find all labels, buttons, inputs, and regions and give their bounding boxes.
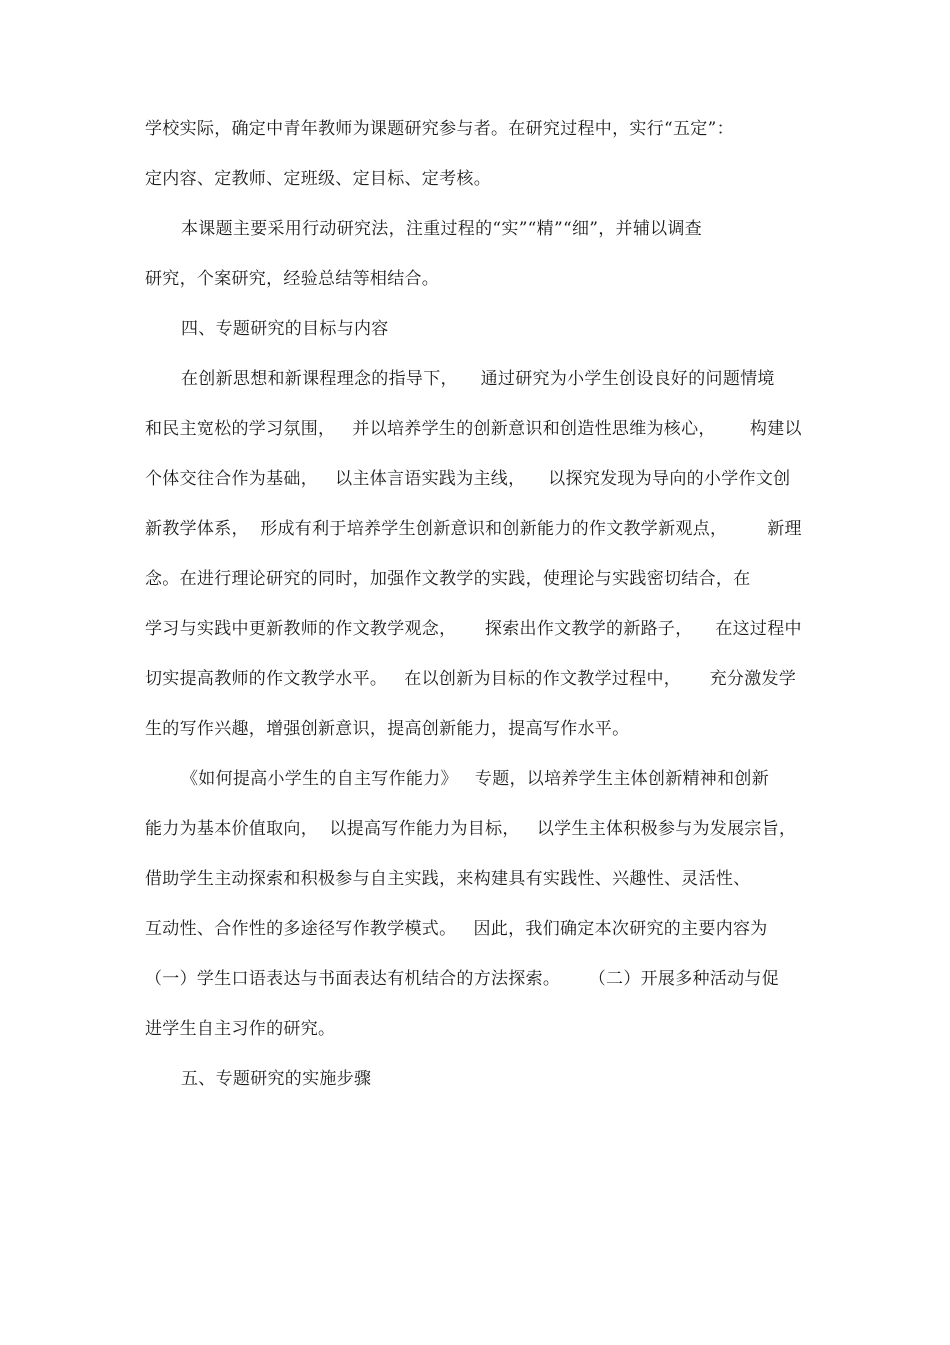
paragraph-line: 学校实际，确定中青年教师为课题研究参与者。在研究过程中，实行“五定”： [145, 119, 734, 139]
section-heading: 四、专题研究的目标与内容 [181, 319, 389, 339]
paragraph-line: 和民主宽松的学习氛围， 并以培养学生的创新意识和创造性思维为核心， 构建以 [145, 419, 802, 439]
paragraph-line: 学习与实践中更新教师的作文教学观念， 探索出作文教学的新路子， 在这过程中 [145, 619, 802, 639]
paragraph-line: 借助学生主动探索和积极参与自主实践，来构建具有实践性、兴趣性、灵活性、 [145, 869, 751, 889]
paragraph-line: 定内容、定教师、定班级、定目标、定考核。 [145, 169, 491, 189]
paragraph-line: 生的写作兴趣，增强创新意识，提高创新能力，提高写作水平。 [145, 719, 630, 739]
paragraph-line: 个体交往合作为基础， 以主体言语实践为主线， 以探究发现为导向的小学作文创 [145, 469, 791, 489]
paragraph-line: （一）学生口语表达与书面表达有机结合的方法探索。 （二）开展多种活动与促 [145, 969, 780, 989]
paragraph-line: 本课题主要采用行动研究法，注重过程的“实”“精”“细”，并辅以调查 [181, 219, 703, 239]
paragraph-line: 《如何提高小学生的自主写作能力》 专题，以培养学生主体创新精神和创新 [181, 769, 770, 789]
paragraph-line: 能力为基本价值取向， 以提高写作能力为目标， 以学生主体积极参与为发展宗旨， [145, 819, 797, 839]
section-heading: 五、专题研究的实施步骤 [181, 1069, 372, 1089]
paragraph-line: 切实提高教师的作文教学水平。 在以创新为目标的作文教学过程中， 充分激发学 [145, 669, 797, 689]
paragraph-line: 研究，个案研究，经验总结等相结合。 [145, 269, 440, 289]
paragraph-line: 进学生自主习作的研究。 [145, 1019, 336, 1039]
paragraph-line: 互动性、合作性的多途径写作教学模式。 因此，我们确定本次研究的主要内容为 [145, 919, 768, 939]
paragraph-line: 念。在进行理论研究的同时，加强作文教学的实践，使理论与实践密切结合，在 [145, 569, 751, 589]
paragraph-line: 新教学体系， 形成有利于培养学生创新意识和创新能力的作文教学新观点， 新理 [145, 519, 802, 539]
paragraph-line: 在创新思想和新课程理念的指导下， 通过研究为小学生创设良好的问题情境 [181, 369, 775, 389]
